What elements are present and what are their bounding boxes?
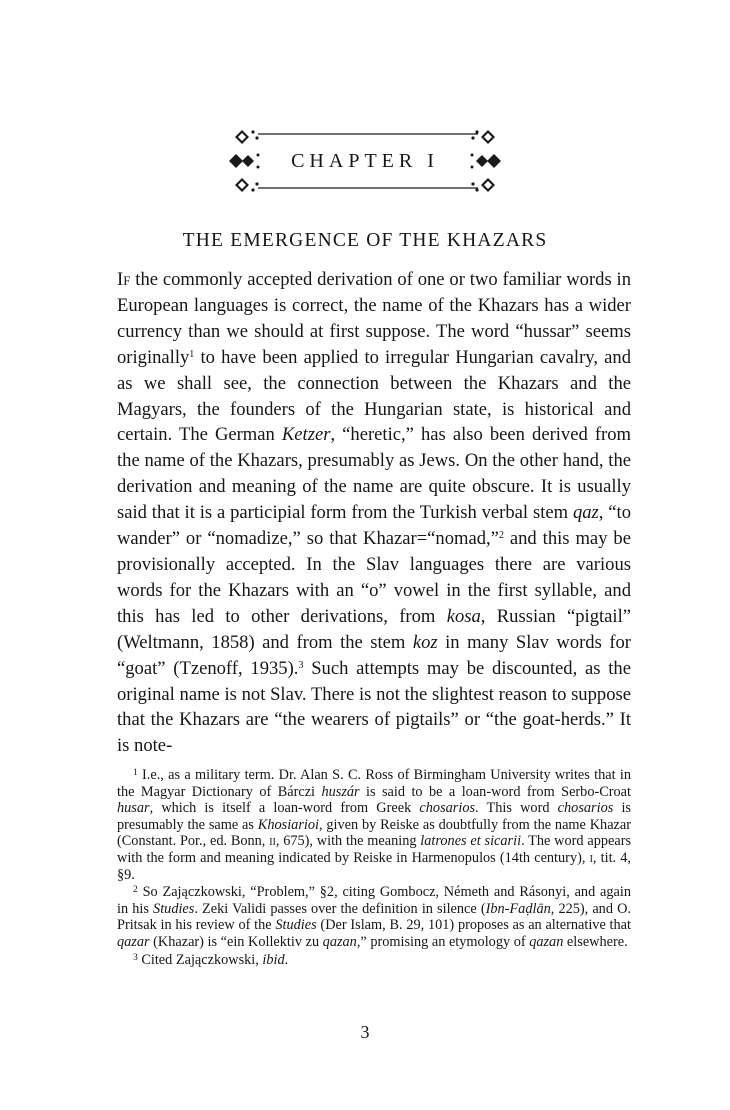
body-text-6: , Russian “pigtail” (Weltmann, 1858) and from the stem	[117, 605, 631, 653]
body-text-5: and this may be provisionally accepted. In the Slav languages there are various words for the Khazars with an “o” vowel in the first syllable, and this has led to other derivations, from	[117, 528, 631, 627]
chapter-title: THE EMERGENCE OF THE KHAZARS	[182, 230, 548, 251]
body-text-4: , “to wander” or “nomadize,” so that Khazar=“nomad,”	[117, 502, 632, 550]
term-koz: koz	[412, 631, 438, 653]
footnote-3-text-a: Cited Zajączkowski,	[137, 951, 263, 968]
footnote-1-term-huszar: huszár	[321, 783, 360, 800]
footnote-1-book: i	[589, 849, 593, 866]
chapter-label: CHAPTER I	[291, 150, 439, 172]
page-number: 3	[360, 1022, 370, 1042]
footnote-1-text-j: , tit. 4, §9.	[117, 849, 631, 883]
footnote-1-text-a: I.e., as a military term. Dr. Alan S. C. Ross of Birmingham University writes that in the Magyar Dictionary of Bárczi	[117, 767, 631, 800]
footnote-2-term-qazan-2: qazan	[529, 933, 564, 950]
footnote-1-term-chosarios: chosarios	[419, 800, 476, 817]
footnote-2-text-d: (Der Islam, B. 29, 101) proposes as an alternative that	[316, 917, 631, 934]
footnote-2-text-f: ,” promising an etymology of	[356, 933, 530, 950]
footnote-3-text-b: .	[284, 951, 289, 968]
footnote-1-text-d: . This word	[475, 800, 558, 817]
term-ketzer: Ketzer	[281, 424, 331, 446]
term-kosa: kosa	[446, 605, 481, 627]
footnotes	[117, 767, 631, 968]
footnote-1-text-f: , given by Reiske as doubtfully from the name Khazar (Constant. Por., ed. Bonn,	[117, 816, 631, 850]
body-text-7: in many Slav words for “goat” (Tzenoff, 1935).	[117, 631, 631, 679]
footnote-3	[117, 952, 631, 969]
footnote-2-text-g: elsewhere.	[563, 933, 628, 950]
dropcap-word: If	[117, 269, 131, 290]
footnote-2-text-a: So Zajączkowski, “Problem,” §2, citing Gombocz, Németh and Rásonyi, and again in his	[117, 884, 631, 917]
footnote-2-term-studies-2: Studies	[275, 917, 317, 934]
body-paragraph	[117, 267, 631, 759]
footnote-1	[117, 767, 631, 883]
body-text-8: Such attempts may be discounted, as the original name is not Slav. There is not the slightest reason to suppose that the Khazars are “the wearers of pigtails” or “the goat-herds.” It is note-	[117, 657, 631, 757]
term-qaz: qaz	[572, 502, 599, 524]
footnote-1-term-chosarios-2: chosarios	[557, 800, 614, 817]
body-text-3: , “heretic,” has also been derived from the name of the Khazars, presumably as Jews. On the other hand, the derivation and meaning of the name are quite obscure. It is usually said that it is a participial form from the Turkish verbal stem	[117, 424, 631, 524]
footnote-2-number: 2	[133, 885, 138, 896]
footnote-2-text-e: (Khazar) is “ein Kollektiv zu	[149, 933, 323, 950]
footnote-ref-2: 2	[498, 530, 504, 542]
footnote-2-term-ibn-fadlan: Ibn-Faḍlān	[485, 900, 551, 917]
footnote-3-number: 3	[133, 952, 138, 963]
footnote-ref-3: 3	[298, 659, 304, 671]
footnote-1-volume: ii	[269, 833, 276, 850]
footnote-1-text-h: . The word appears with the form and meaning indicated by Reiske in Harmenopulos (14th century),	[117, 833, 632, 866]
footnote-2	[117, 884, 631, 950]
footnote-1-text-g: , 675), with the meaning	[275, 833, 421, 850]
footnote-1-text-c: , which is itself a loan-word from Greek	[149, 800, 420, 817]
footnote-3-term-ibid: ibid	[262, 951, 285, 968]
footnote-1-number: 1	[133, 768, 138, 778]
footnote-2-text-c: , 225), and O. Pritsak in his review of the	[117, 900, 631, 934]
body-text-2: to have been applied to irregular Hungarian cavalry, and as we shall see, the connection between the Khazars and the Magyars, the founders of the Hungarian state, is historical and certain. The German	[117, 346, 631, 446]
footnote-ref-1: 1	[189, 348, 195, 360]
footnote-1-term-khosiarioi: Khosiarioi	[257, 816, 319, 833]
footnote-1-text-e: is presumably the same as	[117, 800, 631, 833]
body-text-1: the commonly accepted derivation of one or two familiar words in European languages is correct, the name of the Khazars has a wider currency than we should at first suppose. The word “hussar” seems originally	[117, 269, 631, 368]
footnote-2-term-qazan: qazan	[322, 933, 357, 950]
footnote-1-text-b: is said to be a loan-word from Serbo-Croat	[359, 783, 631, 800]
footnote-2-term-qazar: qazar	[117, 933, 150, 950]
footnote-1-term-husar: husar	[117, 800, 150, 817]
footnote-2-term-studies: Studies	[153, 900, 195, 917]
footnote-2-text-b: . Zeki Validi passes over the definition in silence (	[194, 900, 486, 917]
footnote-1-term-latrones: latrones et sicarii	[420, 833, 522, 850]
